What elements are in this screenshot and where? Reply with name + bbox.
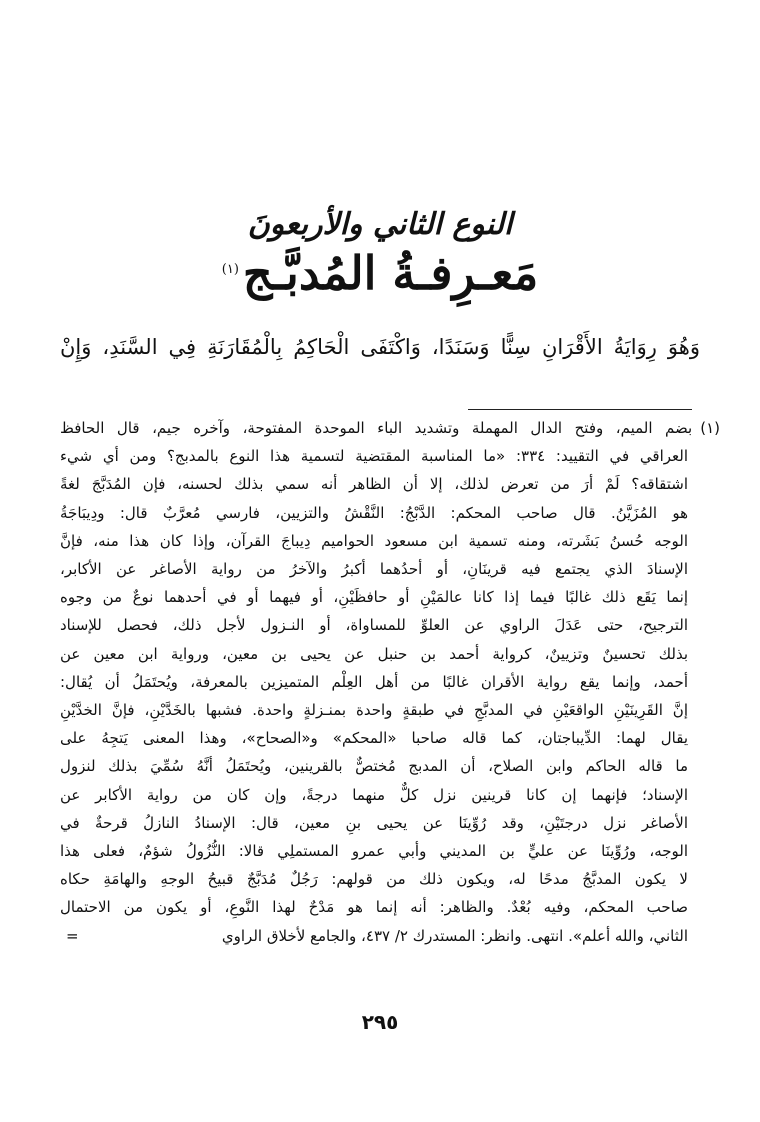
footnote-number: (١) (700, 419, 720, 437)
footnote-line-text: الإسنادَ الذي يجتمع فيه قرينَانِ، أو أحدُهما أكبرُ والآخرُ من رواية الأصاغر عن الأكابر، (60, 560, 688, 579)
footnote-line-text: إنَّ القَرِينَيْنِ الواقعَيْنِ في المدبَّجِ في طبقةٍ واحدة بمنـزلةٍ واحدة. فشبها بالخَدَّيْنِ، فإنَّ الخدَّيْنِ (60, 701, 688, 720)
footnote-line (60, 611, 720, 639)
footnote-line (60, 752, 720, 780)
footnote-line-text: لا يكون المدبَّجُ مدحًا له، ويكون ذلك من قولهم: رَجُلٌ مُدَبَّجٌ قبيحُ الوجهِ والهامَةِ حكاه (60, 870, 688, 889)
footnote-line (60, 555, 720, 583)
footnote-line-text: الترجيح، حتى عَدَلَ الراوي عن العلوِّ للمساواة، أو النـزول لأجل ذلك، فحصل للإسناد (60, 616, 688, 635)
footnote-line-text: صاحب المحكم، وفيه بُعْدٌ. والظاهر: أنه إنما هو مَدْحٌ لهذا النَّوعِ، أو يكون من الاحتمال (60, 898, 688, 917)
footnote-reference[interactable]: (١) (221, 261, 239, 277)
footnote-line (60, 837, 720, 865)
continuation-mark: = (66, 926, 79, 945)
footnote-line-text: اشتقاقه؟ لَمْ أرَ من تعرض لذلك، إلا أن الظاهر أنه سمي بذلك لحسنه، فإن المُدَبَّجَ لغةً (60, 475, 688, 494)
footnote-line (60, 781, 720, 809)
page-number: ٢٩٥ (361, 1010, 399, 1034)
footnote-line (60, 442, 720, 470)
footnote-line (60, 668, 720, 696)
footnote-line (60, 640, 720, 668)
footnote-line-text: إنما يَقَع ذلك غالبًا فيما إذا كانا عالمَيْنِ أو حافظَيْنِ، أو فيهما أو في أحدهما نوعٌ من وجوه (60, 588, 688, 607)
footnote-line (60, 499, 720, 527)
footnote-line (60, 809, 720, 837)
chapter-number-heading: النوع الثاني والأربعونَ (247, 207, 513, 242)
footnote-line-text: الوجه حُسنُ بَشَرته، ومنه تسمية ابن مسعود الحواميم دِيباجَ القرآن، وإذا كان هذا منه، فإنَّ (60, 531, 688, 550)
footnote-line-text: بذلك تحسينٌ وتزيينٌ، كرواية أحمد بن حنبل عن يحيى بن معين، ورواية ابن معين عن (60, 644, 688, 663)
footnote-line (60, 583, 720, 611)
footnote-line-text: أحمد، وإنما يقع رواية الأقران غالبًا من أهل العِلْم المتميزين بالمعرفة، ويُحتَمَلُ أن يُقال: (60, 672, 688, 691)
footnote-separator (468, 409, 692, 410)
footnote-line-text: الإسناد؛ فإنهما إن كانا قرينين نزل كلٌّ منهما درجةً، وإن كان من رواية الأكابر عن (60, 785, 688, 804)
footnote-line-text: ما قاله الحاكم وابن الصلاح، أن المدبج مُختصٌّ بالقرينين، ويُحتَمَلُ أنَّهُ سُمِّيَ بذلك لنزول (60, 757, 688, 776)
footnote-line (60, 724, 720, 752)
footnote-line (60, 470, 720, 498)
footnote-line-text: يقال لهما: الدِّيباجتان، كما قاله صاحبا «المحكم» و«الصحاح»، وهذا المعنى يَتجِهُ على (60, 729, 688, 748)
footnote-line-text: هو المُزَيَّنُ. قال صاحب المحكم: الدَّبْجُ: النَّقْشُ والتزيين، فارسي مُعرَّبٌ قال: ودِيبَاجَةُ (60, 503, 688, 522)
footnote-line (60, 922, 720, 950)
footnote-line (60, 696, 720, 724)
chapter-title-text: مَعـرِفـةُ المُدبَّـج (242, 246, 539, 300)
footnote-line-text: العراقي في التقييد: ٣٣٤: «ما المناسبة المقتضية لتسمية هذا النوع بالمدبج؟ ومن أي شيء (60, 447, 688, 466)
footnote-line (60, 527, 720, 555)
main-body-text: وَهُوَ رِوَايَةُ الأَقْرَانِ سِنًّا وَسَنَدًا، وَاكْتَفَى الْحَاكِمُ بِالْمُقَارَنَةِ فِي السَّنَدِ، وَإِنْ (60, 335, 700, 359)
footnotes-section (60, 414, 720, 950)
chapter-title (0, 248, 760, 299)
footnote-line (60, 414, 720, 442)
footnote-line-text: الأصاغر نزل درجتَيْنِ، وقد رُوِّينَا عن يحيى بنِ معين، قال: الإسنادُ النازلُ قرحةٌ في (60, 813, 688, 832)
footnote-line-text: الوجه، ورُوِّينَا عن عليٍّ بن المديني وأبي عمرو المستملِي قالا: النُّزُولُ شؤمٌ، فعلى هذا (60, 842, 688, 861)
footnote-line-text: بضم الميم، وفتح الدال المهملة وتشديد الباء الموحدة المفتوحة، وآخره جيم، قال الحافظ (60, 419, 693, 437)
footnote-line-text: الثاني، والله أعلم». انتهى. وانظر: المستدرك ٢/ ٤٣٧، والجامع لأخلاق الراوي (221, 926, 688, 945)
footnote-line (60, 893, 720, 921)
footnote-line (60, 865, 720, 893)
